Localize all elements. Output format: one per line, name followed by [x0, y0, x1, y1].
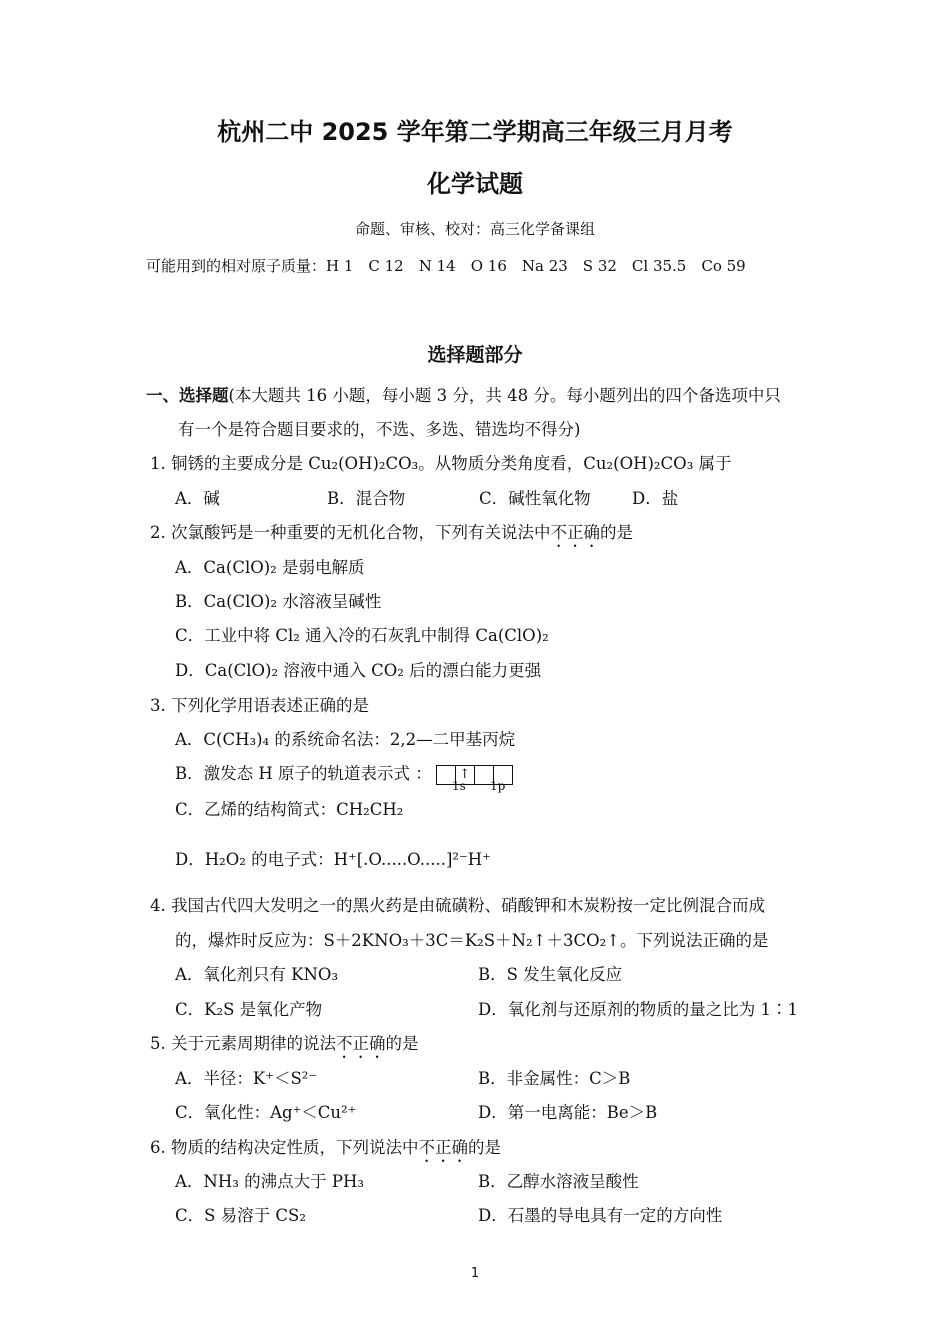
- atomic-masses-line: 可能用到的相对原子质量：H 1 C 12 N 14 O 16 Na 23 S 32 Cl 35.5 Co 59: [146, 257, 746, 275]
- question-5-option-d: D．第一电离能：Be＞B: [478, 1103, 658, 1122]
- question-1-option-c: C．碱性氧化物: [479, 489, 591, 508]
- question-1-option-d: D．盐: [632, 489, 679, 508]
- orbital-label-1p: 1p: [490, 779, 506, 793]
- question-6-stem-pre: 6. 物质的结构决定性质，下列说法中: [150, 1138, 419, 1157]
- question-6-option-c: C．S 易溶于 CS₂: [175, 1206, 306, 1225]
- question-6-stem-post: 的是: [468, 1138, 501, 1157]
- question-2-stem-pre: 2. 次氯酸钙是一种重要的无机化合物，下列有关说法中: [150, 523, 551, 542]
- question-3-option-b-text: B．激发态 H 原子的轨道表示式 ：: [175, 764, 432, 783]
- question-5-stem-post: 的是: [385, 1034, 419, 1053]
- question-6-option-b: B．乙醇水溶液呈酸性: [478, 1172, 639, 1191]
- section-instruction: [146, 382, 781, 406]
- section-instruction-line2: 有一个是符合题目要求的，不选、多选、错选均不得分): [178, 420, 581, 439]
- question-5-option-a: A．半径：K⁺＜S²⁻: [175, 1069, 318, 1088]
- question-1-option-a: A．碱: [175, 489, 220, 508]
- section-instruction-head: 一、选择题: [146, 386, 229, 405]
- orbital-box-1p-1: ↑: [455, 765, 475, 785]
- question-2-option-b: B．Ca(ClO)₂ 水溶液呈碱性: [175, 592, 382, 611]
- orbital-label-1s: 1s: [452, 779, 466, 793]
- authors-line: 命题、审核、校对：高三化学备课组: [354, 220, 595, 238]
- exam-title: 杭州二中 2025 学年第二学期高三年级三月月考: [217, 118, 733, 146]
- question-4-option-c: C．K₂S 是氧化产物: [175, 1000, 323, 1019]
- question-4-option-a: A．氧化剂只有 KNO₃: [175, 965, 339, 984]
- question-2-option-a: A．Ca(ClO)₂ 是弱电解质: [175, 558, 365, 577]
- question-2-stem: [150, 519, 633, 551]
- question-2-stem-post: 的是: [600, 523, 633, 542]
- question-3-option-d: D．H₂O₂ 的电子式：H⁺[.O.....O.....]²⁻H⁺: [175, 850, 491, 869]
- question-4-stem-line1: 4. 我国古代四大发明之一的黑火药是由硫磺粉、硝酸钾和木炭粉按一定比例混合而成: [150, 896, 765, 915]
- question-1-option-b: B．混合物: [327, 489, 406, 508]
- question-4-stem-line2: 的，爆炸时反应为：S＋2KNO₃＋3C＝K₂S＋N₂↑＋3CO₂↑。下列说法正确的是: [175, 931, 769, 950]
- question-6-option-a: A．NH₃ 的沸点大于 PH₃: [175, 1172, 364, 1191]
- question-6-option-d: D．石墨的导电具有一定的方向性: [478, 1206, 723, 1225]
- question-6-stem-emphasis: 不正确: [418, 1138, 468, 1157]
- question-2-stem-emphasis: 不正确: [550, 523, 600, 542]
- question-5-stem-emphasis: 不正确: [336, 1034, 386, 1053]
- question-3-stem: 3. 下列化学用语表述正确的是: [150, 696, 369, 715]
- page-number: 1: [470, 1266, 480, 1281]
- question-5-option-c: C．氧化性：Ag⁺＜Cu²⁺: [175, 1103, 357, 1122]
- question-2-option-d: D．Ca(ClO)₂ 溶液中通入 CO₂ 后的漂白能力更强: [175, 661, 542, 680]
- question-5-stem-pre: 5. 关于元素周期律的说法: [150, 1034, 336, 1053]
- section-instruction-line1: (本大题共 16 小题，每小题 3 分，共 48 分。每小题列出的四个备选项中只: [228, 386, 781, 405]
- question-3-option-a: A．C(CH₃)₄ 的系统命名法：2,2—二甲基丙烷: [175, 730, 516, 749]
- question-2-option-c: C．工业中将 Cl₂ 通入冷的石灰乳中制得 Ca(ClO)₂: [175, 626, 549, 645]
- question-4-option-d: D．氧化剂与还原剂的物质的量之比为 1∶1: [478, 1000, 798, 1019]
- exam-subtitle: 化学试题: [427, 170, 523, 198]
- question-1-stem: 1. 铜锈的主要成分是 Cu₂(OH)₂CO₃。从物质分类角度看，Cu₂(OH)₂CO₃ 属于: [150, 454, 732, 473]
- question-5-stem: [150, 1030, 419, 1062]
- question-6-stem: [150, 1134, 501, 1166]
- question-4-option-b: B．S 发生氧化反应: [478, 965, 623, 984]
- question-3-option-c: C．乙烯的结构简式：CH₂CH₂: [175, 800, 404, 819]
- question-5-option-b: B．非金属性：C＞B: [478, 1069, 631, 1088]
- section-title: 选择题部分: [427, 344, 523, 366]
